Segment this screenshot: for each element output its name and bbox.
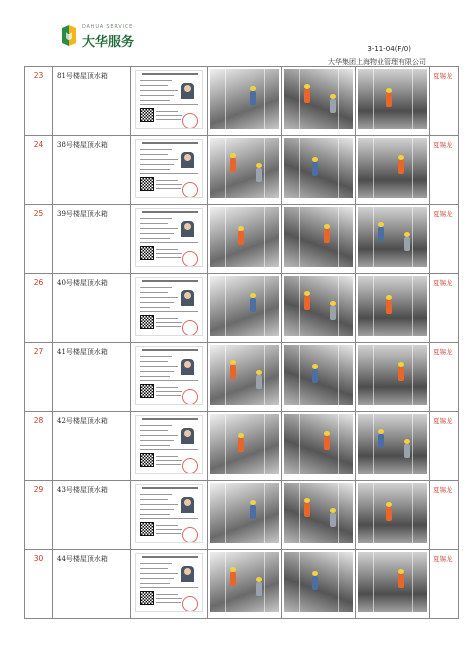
photo-cell xyxy=(208,67,282,136)
photo-cell xyxy=(208,136,282,205)
tank-cleaning-photo xyxy=(210,276,279,336)
health-certificate-cell xyxy=(131,205,208,274)
health-certificate-cell xyxy=(131,67,208,136)
table-row xyxy=(25,343,459,412)
health-certificate-image xyxy=(135,415,203,474)
photo-cell xyxy=(208,412,282,481)
health-certificate-image xyxy=(135,70,203,129)
leaf-logo-icon xyxy=(60,24,78,48)
tank-location: 38号楼屋顶水箱 xyxy=(53,136,131,205)
brand-english: DAHUA SERVICE xyxy=(82,24,134,30)
tank-cleaning-photo xyxy=(358,414,427,474)
tank-cleaning-photo xyxy=(358,345,427,405)
row-number: 30 xyxy=(25,550,53,619)
photo-cell xyxy=(356,343,430,412)
tank-cleaning-photo xyxy=(210,69,279,129)
company-logo xyxy=(60,22,180,52)
row-number: 29 xyxy=(25,481,53,550)
health-certificate-image xyxy=(135,346,203,405)
health-certificate-image xyxy=(135,208,203,267)
tank-cleaning-photo xyxy=(284,138,353,198)
table-row xyxy=(25,412,459,481)
tank-cleaning-photo xyxy=(358,276,427,336)
health-certificate-cell xyxy=(131,136,208,205)
photo-cell xyxy=(356,550,430,619)
photo-cell xyxy=(208,343,282,412)
tank-cleaning-photo xyxy=(284,483,353,543)
tank-location: 39号楼屋顶水箱 xyxy=(53,205,131,274)
document-number: 3-11-04(F/0) xyxy=(367,45,411,53)
photo-cell xyxy=(356,136,430,205)
tank-cleaning-photo xyxy=(358,483,427,543)
brand-chinese: 大华服务 xyxy=(82,35,135,50)
photo-cell xyxy=(282,343,356,412)
health-certificate-cell xyxy=(131,550,208,619)
staff-name: 夏锡龙 xyxy=(430,205,459,274)
health-certificate-cell xyxy=(131,343,208,412)
tank-location: 42号楼屋顶水箱 xyxy=(53,412,131,481)
photo-cell xyxy=(282,412,356,481)
row-number: 24 xyxy=(25,136,53,205)
photo-cell xyxy=(282,136,356,205)
health-certificate-cell xyxy=(131,481,208,550)
photo-cell xyxy=(208,205,282,274)
photo-cell xyxy=(356,67,430,136)
photo-cell xyxy=(356,205,430,274)
table-row xyxy=(25,205,459,274)
tank-cleaning-photo xyxy=(284,414,353,474)
photo-cell xyxy=(356,481,430,550)
tank-location: 44号楼屋顶水箱 xyxy=(53,550,131,619)
staff-name: 夏锡龙 xyxy=(430,412,459,481)
tank-cleaning-photo xyxy=(210,414,279,474)
row-number: 27 xyxy=(25,343,53,412)
health-certificate-image xyxy=(135,484,203,543)
tank-cleaning-photo xyxy=(210,138,279,198)
photo-cell xyxy=(282,67,356,136)
tank-location: 81号楼屋顶水箱 xyxy=(53,67,131,136)
row-number: 25 xyxy=(25,205,53,274)
staff-name: 夏锡龙 xyxy=(430,481,459,550)
photo-cell xyxy=(208,550,282,619)
tank-cleaning-photo xyxy=(284,345,353,405)
photo-cell xyxy=(282,550,356,619)
photo-cell xyxy=(282,274,356,343)
staff-name: 夏锡龙 xyxy=(430,550,459,619)
staff-name: 夏锡龙 xyxy=(430,274,459,343)
photo-cell xyxy=(356,274,430,343)
tank-location: 41号楼屋顶水箱 xyxy=(53,343,131,412)
tank-cleaning-photo xyxy=(210,345,279,405)
table-row xyxy=(25,67,459,136)
staff-name: 夏锡龙 xyxy=(430,67,459,136)
tank-cleaning-photo xyxy=(284,207,353,267)
water-tank-cleaning-table xyxy=(24,66,459,619)
photo-cell xyxy=(282,205,356,274)
company-name: 大华集团上海物业管理有限公司 xyxy=(328,58,426,66)
tank-cleaning-photo xyxy=(210,207,279,267)
health-certificate-image xyxy=(135,553,203,612)
photo-cell xyxy=(208,274,282,343)
row-number: 23 xyxy=(25,67,53,136)
photo-cell xyxy=(356,412,430,481)
tank-location: 40号楼屋顶水箱 xyxy=(53,274,131,343)
tank-cleaning-photo xyxy=(358,69,427,129)
photo-cell xyxy=(208,481,282,550)
tank-cleaning-photo xyxy=(358,207,427,267)
table-row xyxy=(25,550,459,619)
staff-name: 夏锡龙 xyxy=(430,343,459,412)
tank-cleaning-photo xyxy=(284,276,353,336)
tank-cleaning-photo xyxy=(284,69,353,129)
row-number: 26 xyxy=(25,274,53,343)
health-certificate-image xyxy=(135,139,203,198)
table-row xyxy=(25,481,459,550)
photo-cell xyxy=(282,481,356,550)
tank-cleaning-photo xyxy=(284,552,353,612)
tank-cleaning-photo xyxy=(358,552,427,612)
row-number: 28 xyxy=(25,412,53,481)
table-row xyxy=(25,136,459,205)
tank-location: 43号楼屋顶水箱 xyxy=(53,481,131,550)
table-row xyxy=(25,274,459,343)
health-certificate-cell xyxy=(131,412,208,481)
tank-cleaning-photo xyxy=(358,138,427,198)
staff-name: 夏锡龙 xyxy=(430,136,459,205)
health-certificate-cell xyxy=(131,274,208,343)
health-certificate-image xyxy=(135,277,203,336)
tank-cleaning-photo xyxy=(210,483,279,543)
tank-cleaning-photo xyxy=(210,552,279,612)
